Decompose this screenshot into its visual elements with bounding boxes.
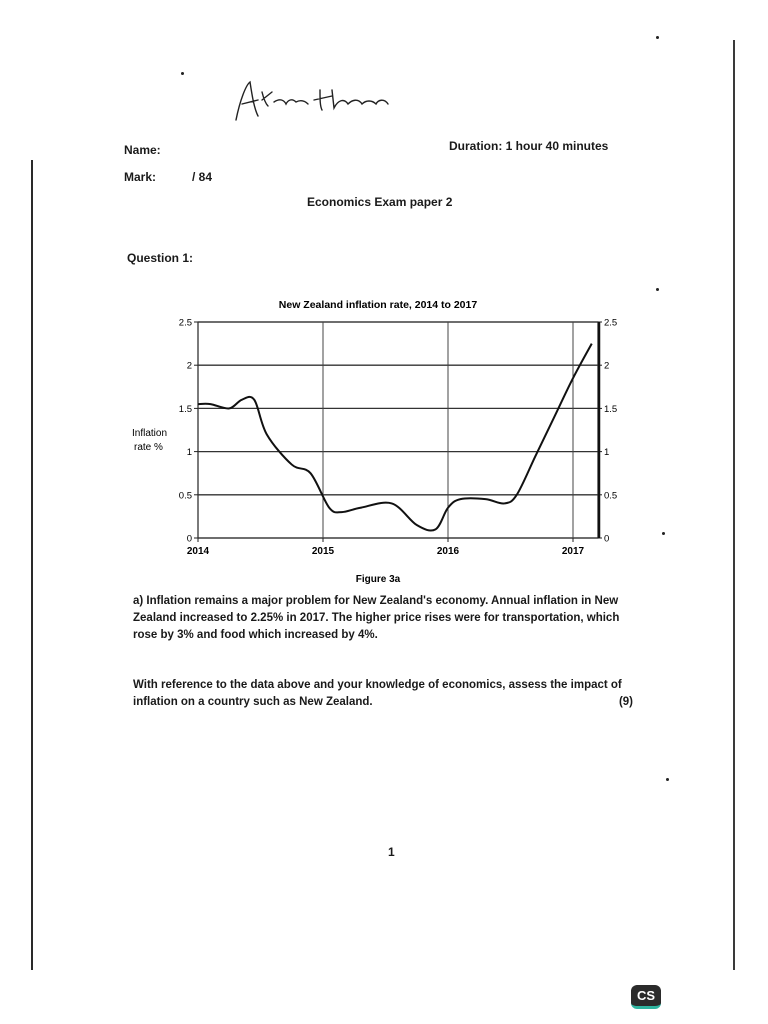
y-tick-label-left: 2.5 [178,317,192,329]
mark-label: Mark: [124,170,157,184]
duration: Duration: 1 hour 40 minutes [449,139,609,153]
y-tick-label-right: 1 [604,447,610,459]
page-number: 1 [388,845,395,859]
x-tick-label: 2016 [436,546,460,557]
speck [656,36,659,39]
speck [662,532,665,535]
y-tick-label-left: 0.5 [178,490,192,502]
figure-caption: Figure 3a [355,574,401,584]
y-tick-label-right: 2.5 [604,317,618,329]
y-tick-label-left: 1.5 [178,403,192,415]
inflation-series-line [198,344,592,531]
y-tick-label-left: 2 [186,360,192,372]
y-tick-label-left: 0 [186,533,192,545]
page-edge-left [31,160,33,970]
y-tick-label-right: 0.5 [604,490,618,502]
y-tick-label-right: 1.5 [604,403,618,415]
paragraph-b-text: With reference to the data above and your knowledge of economics, assess the impact of inflation on a country such as New Zealand. [133,679,622,708]
y-axis-label-2: rate % [134,442,163,453]
y-tick-label-right: 2 [604,360,610,372]
plot-frame [198,322,598,538]
x-tick-label: 2014 [186,546,210,557]
y-axis-label: Inflation [132,428,168,439]
page-edge-right [733,40,735,970]
y-tick-label-left: 1 [186,447,192,459]
name-label: Name: [124,143,161,157]
speck [656,288,659,291]
speck [181,72,184,75]
x-tick-label: 2015 [311,546,335,557]
x-tick-label: 2017 [561,546,585,557]
chart-title: New Zealand inflation rate, 2014 to 2017 [278,299,478,311]
mark-total: / 84 [192,170,213,184]
question-label: Question 1: [127,251,194,265]
exam-title: Economics Exam paper 2 [307,195,453,209]
inflation-chart [120,294,640,584]
paragraph-b [133,677,643,711]
question-marks: (9) [618,696,633,708]
speck [666,778,669,781]
handwritten-signature [228,70,408,130]
camscanner-badge: CS [631,985,661,1009]
y-tick-label-right: 0 [604,533,610,545]
paragraph-a: a) Inflation remains a major problem for New Zealand's economy. Annual inflation in New Zealand increased to 2.25% in 2017. The higher price rises were for transportation, which rose by 3% and food which increased by 4%. [133,595,620,641]
